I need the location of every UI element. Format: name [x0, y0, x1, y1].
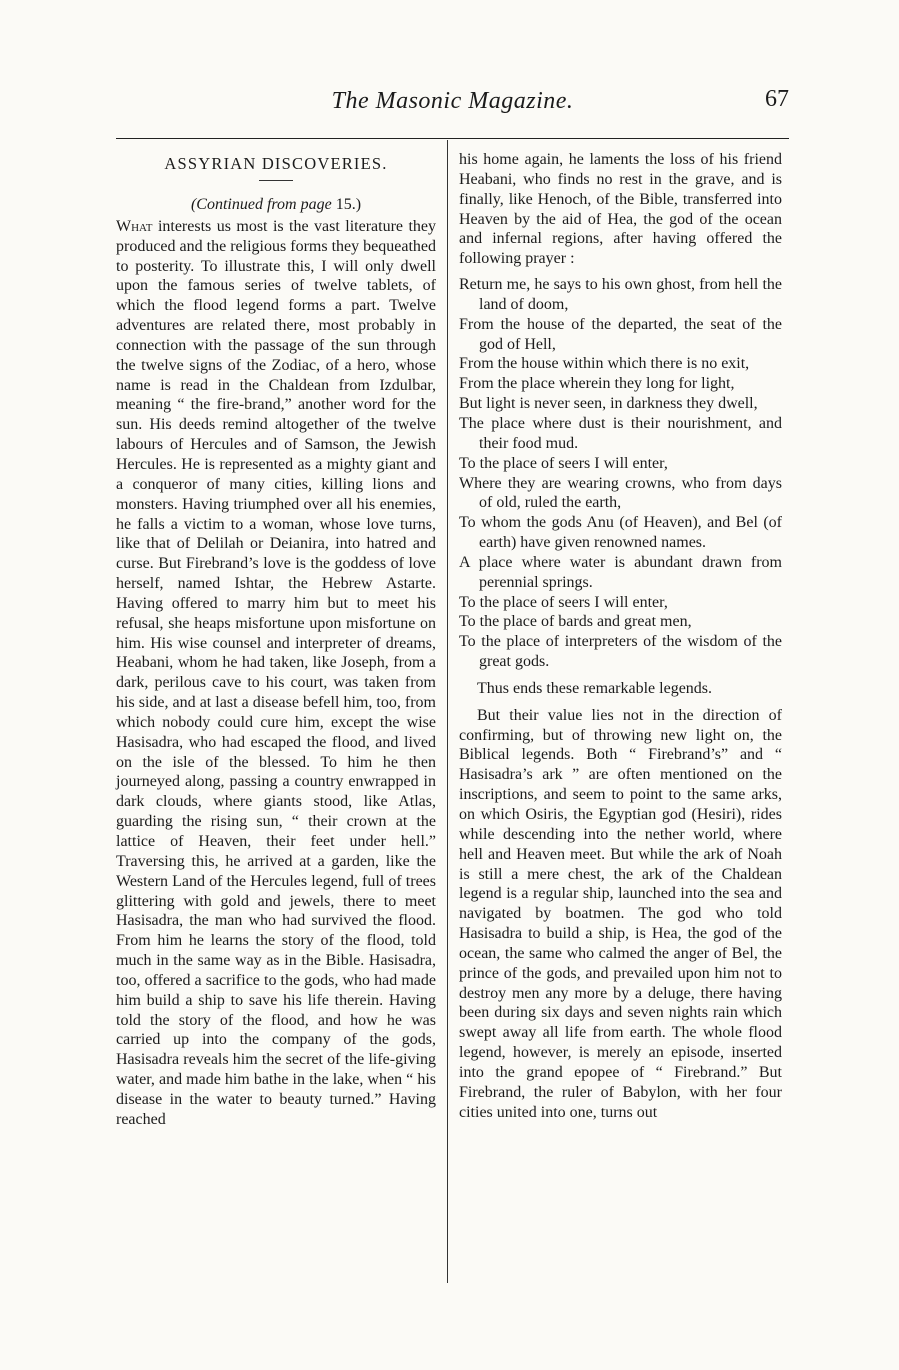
- right-intro-paragraph: his home again, he laments the loss of his friend Heabani, who finds no rest in the grave, and is finally, like Henoch, of the Bible, transferred into Heaven by the aid of Hea, the god of the ocean and infernal regions, after having offered the following prayer :: [459, 151, 782, 268]
- verse-line: Where they are wearing crowns, who from days of old, ruled the earth,: [459, 474, 782, 512]
- header-rule: [116, 138, 789, 139]
- prayer-verse: [459, 275, 782, 672]
- verse-line: To the place of seers I will enter,: [459, 454, 668, 472]
- lead-word: What: [116, 217, 153, 235]
- verse-line: From the house within which there is no exit,: [459, 355, 750, 373]
- verse-line: From the place wherein they long for light,: [459, 375, 735, 393]
- left-body-paragraph: [116, 217, 436, 1130]
- continued-note: [116, 195, 436, 215]
- title-rule: [259, 180, 293, 181]
- article-title: ASSYRIAN DISCOVERIES.: [164, 154, 388, 173]
- continued-page: 15.): [331, 196, 362, 213]
- closing-line: Thus ends these remarkable legends.: [477, 679, 713, 697]
- right-body-paragraph: But their value lies not in the direction of confirming, but of throwing new light on, the Biblical legends. Both “ Firebrand’s” and “ Hasisadra’s ark ” are often mentioned on the inscriptions, and seem to point to the same arks, on which Osiris, the Egyptian god (Hesiri), rides while descending into the nether world, where hell and Heaven meet. But while the ark of Noah is still a mere chest, the ark of the Chaldean legend is a regular ship, launched into the sea and navigated by boatmen. The god who told Hasisadra to build a ship, is Hea, the god of the ocean, the same who calmed the anger of Bel, the prince of the gods, and prevailed upon him not to destroy men any more by a deluge, there having been during six days and seven nights rain which swept away all life from earth. The whole flood legend, however, is merely an episode, inserted into the grand epopee of “ Firebrand.” But Firebrand, the ruler of Babylon, with her four cities united into one, turns out: [459, 706, 782, 1121]
- verse-line: From the house of the departed, the seat of the god of Hell,: [459, 315, 782, 353]
- left-body-text: interests us most is the vast literature they produced and the religious forms they bequeathed to posterity. To illustrate this, I will only dwell upon the famous series of twelve tablets, of which the flood legend forms a part. Twelve adventures are related there, most probably in connection with the passage of the sun through the twelve signs of the Zodiac, of a hero, whose name is read in the Chaldean from Izdulbar, meaning “ the fire-brand,” another word for the sun. His deeds remind altogether of the twelve labours of Hercules and of Samson, the Jewish Hercules. He is represented as a mighty giant and a conqueror of many cities, killing lions and monsters. Having triumphed over all his enemies, he falls a victim to a woman, whose love turns, like that of Delilah or Deianira, into hatred and curse. But Firebrand’s love is the goddess of love herself, named Ishtar, the Hebrew Astarte. Having offered to marry him but to meet his refusal, she heaps misfortune upon misfortune on him. His wise counsel and interpreter of dreams, Heabani, whom he had taken, like Joseph, from a dark, perilous cave to his court, was taken from his side, and at last a disease befell him, too, from which nobody could cure him, except the wise Hasisadra, who had escaped the flood, and lived on the isle of the blessed. To him he then journeyed along, passing a country enwrapped in dark clouds, where giants stood, like Atlas, guarding the rising sun, “ their crown at the lattice of Heaven, their feet under hell.” Traversing this, he arrived at a garden, like the Western Land of the Hercules legend, full of trees glittering with gold and jewels, there to meet Hasisadra, the man who had survived the flood. From him he learns the story of the flood, told much in the same way as in the Bible. Hasisadra, too, offered a sacrifice to the gods, who had made him build a ship to save his life therein. Having told the story of the flood, and how he was carried up into the company of the gods, Hasisadra reveals him the secret of the life-giving water, and made him bathe in the lake, when “ his disease in the water to beauty turned.” Having reached: [116, 217, 436, 1128]
- verse-line: But light is never seen, in darkness they dwell,: [459, 395, 758, 413]
- verse-line: To whom the gods Anu (of Heaven), and Bel (of earth) have given renowned names.: [459, 514, 782, 552]
- page-header: [116, 86, 789, 122]
- verse-line: A place where water is abundant drawn from perennial springs.: [459, 553, 782, 591]
- page-number: 67: [765, 86, 789, 112]
- verse-line: Return me, he says to his own ghost, from hell the land of doom,: [459, 276, 782, 313]
- left-column: [116, 150, 436, 1130]
- running-title: The Masonic Magazine.: [331, 88, 574, 114]
- column-divider: [447, 140, 448, 1283]
- verse-line: To the place of seers I will enter,: [459, 593, 668, 611]
- verse-line: To the place of bards and great men,: [459, 613, 692, 631]
- verse-line: To the place of interpreters of the wisdom of the great gods.: [459, 633, 782, 671]
- verse-line: The place where dust is their nourishment, and their food mud.: [459, 414, 782, 452]
- right-column: [459, 150, 782, 1123]
- continued-prefix: (Continued from page: [190, 196, 332, 213]
